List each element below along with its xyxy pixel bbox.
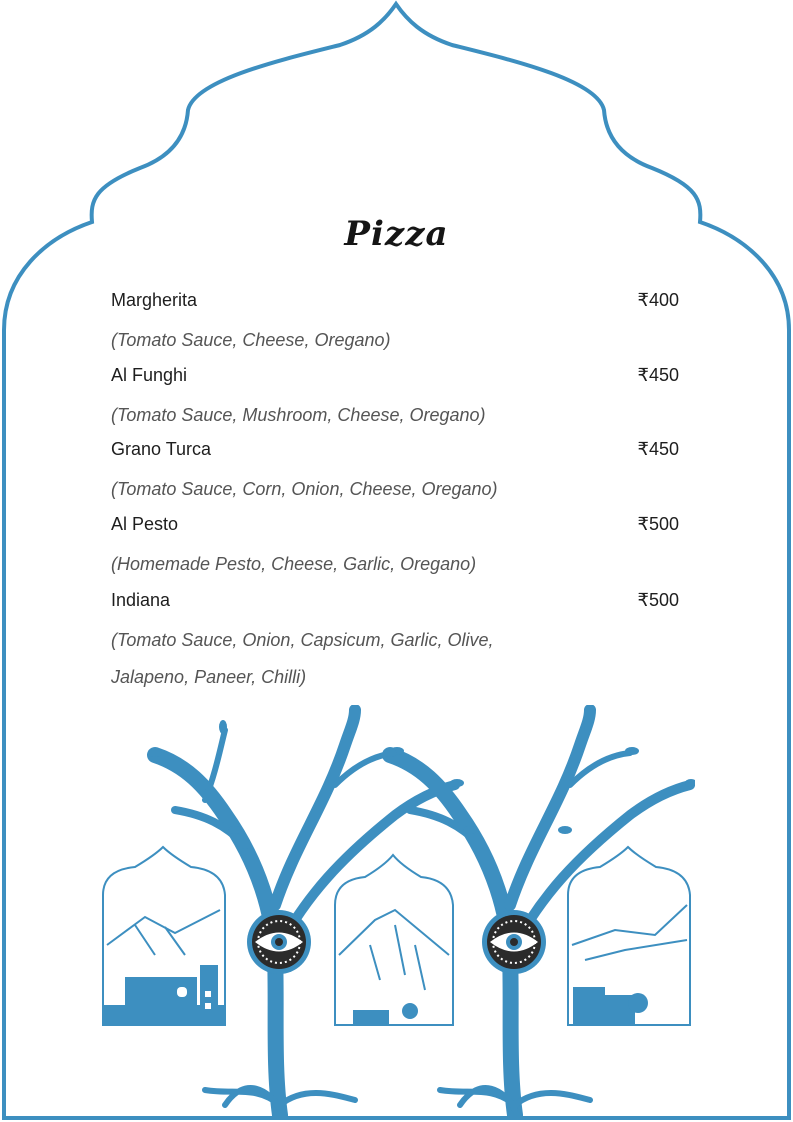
item-description: (Tomato Sauce, Mushroom, Cheese, Oregano) [111, 405, 486, 425]
item-price: ₹400 [637, 290, 679, 310]
evil-eye-right-icon [482, 910, 546, 974]
item-description: (Homemade Pesto, Cheese, Garlic, Oregano) [111, 554, 477, 574]
item-description: (Tomato Sauce, Cheese, Oregano) [111, 330, 391, 350]
item-description: (Tomato Sauce, Onion, Capsicum, Garlic, Olive, Jalapeno, Paneer, Chilli) [111, 630, 494, 687]
evil-eye-left-icon [247, 910, 311, 974]
menu-item [111, 434, 681, 508]
item-price: ₹450 [637, 439, 679, 459]
menu-item [111, 360, 681, 434]
page-title: Pizza [344, 214, 449, 254]
item-name: Margherita [111, 290, 198, 310]
menu-item [111, 585, 681, 696]
menu-item [111, 285, 681, 359]
item-name: Grano Turca [111, 439, 212, 459]
item-price: ₹500 [637, 590, 679, 610]
item-description: (Tomato Sauce, Corn, Onion, Cheese, Oregano) [111, 479, 498, 499]
item-price: ₹500 [637, 514, 679, 534]
item-price: ₹450 [637, 365, 679, 385]
tree-right [390, 710, 690, 1115]
menu-item [111, 509, 681, 583]
item-name: Indiana [111, 590, 171, 610]
item-name: Al Funghi [111, 365, 188, 385]
tree-window-illustration [95, 705, 695, 1117]
item-name: Al Pesto [111, 514, 179, 534]
